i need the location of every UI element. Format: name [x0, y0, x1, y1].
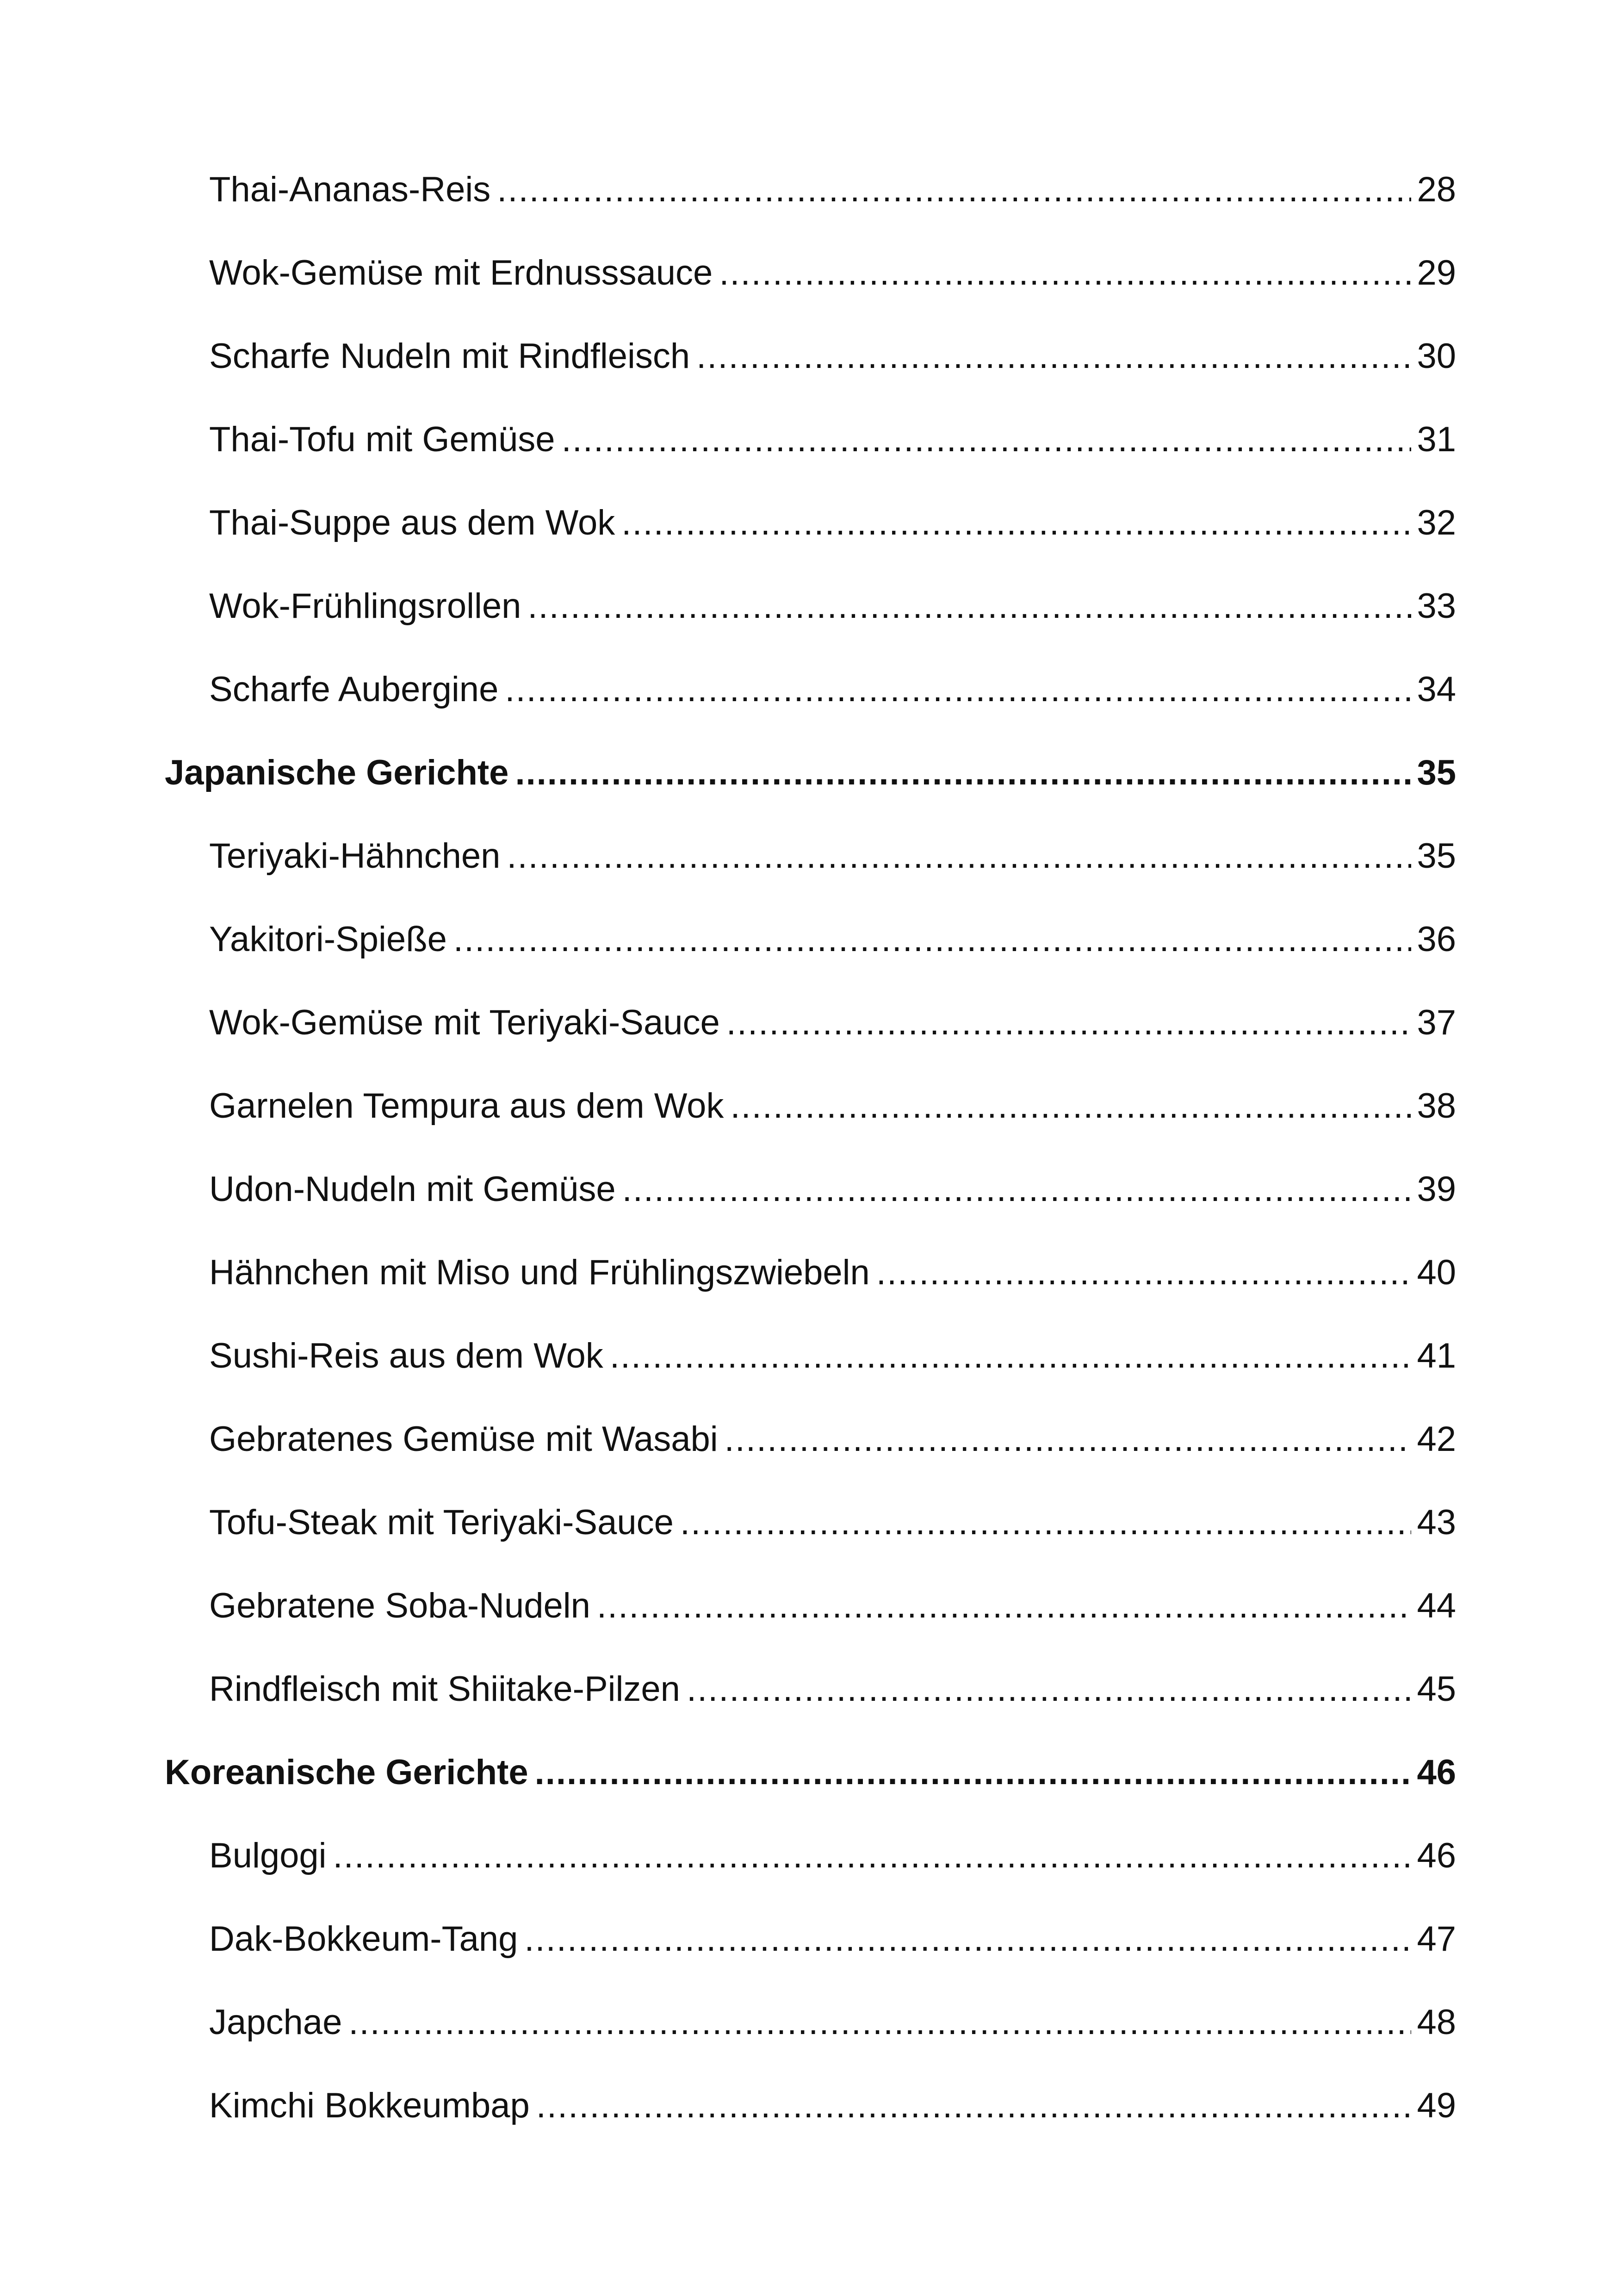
- toc-section-title: Koreanische Gerichte: [165, 1753, 528, 1792]
- toc-dot-leader: [719, 245, 1411, 301]
- toc-dot-leader: [535, 1745, 1412, 1800]
- toc-dot-leader: [536, 2078, 1412, 2134]
- toc-entry-title: Sushi-Reis aus dem Wok: [209, 1336, 603, 1375]
- toc-entry-gemuese-wasabi[interactable]: [209, 1412, 1456, 1467]
- toc-entry-page: 44: [1417, 1586, 1456, 1625]
- toc-dot-leader: [453, 912, 1412, 967]
- toc-entry-page: 43: [1417, 1503, 1456, 1542]
- toc-dot-leader: [610, 1328, 1412, 1384]
- toc-entry-title: Tofu-Steak mit Teriyaki-Sauce: [209, 1503, 674, 1542]
- toc-entry-page: 34: [1417, 670, 1456, 709]
- toc-entry-page: 40: [1417, 1253, 1456, 1292]
- toc-entry-scharfe-aubergine[interactable]: [209, 662, 1456, 717]
- toc-entry-title: Thai-Suppe aus dem Wok: [209, 503, 615, 542]
- toc-dot-leader: [621, 495, 1411, 551]
- toc-dot-leader: [348, 1995, 1411, 2050]
- toc-entry-title: Hähnchen mit Miso und Frühlingszwiebeln: [209, 1253, 870, 1292]
- toc-dot-leader: [505, 662, 1411, 717]
- toc-entry-title: Yakitori-Spieße: [209, 920, 447, 959]
- toc-section-japanische-gerichte[interactable]: [165, 745, 1456, 801]
- toc-entry-page: 31: [1417, 420, 1456, 459]
- toc-entry-title: Teriyaki-Hähnchen: [209, 836, 501, 876]
- toc-entry-page: 30: [1417, 336, 1456, 376]
- toc-section-page: 35: [1417, 753, 1456, 792]
- toc-entry-udon-nudeln[interactable]: [209, 1162, 1456, 1217]
- toc-entry-page: 37: [1417, 1003, 1456, 1042]
- toc-entry-title: Dak-Bokkeum-Tang: [209, 1919, 518, 1959]
- toc-entry-page: 35: [1417, 836, 1456, 876]
- toc-entry-thai-ananas-reis[interactable]: [209, 162, 1456, 218]
- toc-entry-title: Japchae: [209, 2003, 342, 2042]
- toc-entry-title: Kimchi Bokkeumbap: [209, 2086, 530, 2125]
- toc-entry-title: Thai-Tofu mit Gemüse: [209, 420, 555, 459]
- toc-dot-leader: [524, 1911, 1411, 1967]
- toc-entry-page: 46: [1417, 1836, 1456, 1875]
- toc-dot-leader: [527, 579, 1411, 634]
- toc-entry-title: Udon-Nudeln mit Gemüse: [209, 1170, 616, 1209]
- toc-entry-title: Wok-Gemüse mit Erdnusssauce: [209, 253, 713, 292]
- toc-dot-leader: [562, 412, 1412, 467]
- toc-entry-title: Wok-Frühlingsrollen: [209, 586, 521, 626]
- toc-entry-page: 38: [1417, 1086, 1456, 1126]
- toc-entry-thai-tofu[interactable]: [209, 412, 1456, 467]
- toc-entry-title: Scharfe Aubergine: [209, 670, 499, 709]
- toc-section-title: Japanische Gerichte: [165, 753, 509, 792]
- toc-entry-title: Thai-Ananas-Reis: [209, 170, 491, 209]
- toc-dot-leader: [497, 162, 1411, 218]
- toc-dot-leader: [876, 1245, 1412, 1300]
- toc-entry-scharfe-nudeln[interactable]: [209, 329, 1456, 384]
- toc-dot-leader: [515, 745, 1411, 801]
- toc-entry-rindfleisch-shiitake[interactable]: [209, 1661, 1456, 1717]
- toc-entry-page: 28: [1417, 170, 1456, 209]
- toc-section-koreanische-gerichte[interactable]: [165, 1745, 1456, 1800]
- toc-entry-page: 36: [1417, 920, 1456, 959]
- toc-entry-page: 39: [1417, 1170, 1456, 1209]
- toc-entry-soba-nudeln[interactable]: [209, 1578, 1456, 1634]
- toc-entry-wok-fruehlingsrollen[interactable]: [209, 579, 1456, 634]
- toc-entry-title: Scharfe Nudeln mit Rindfleisch: [209, 336, 690, 376]
- toc-entry-yakitori-spiesse[interactable]: [209, 912, 1456, 967]
- toc-entry-title: Gebratene Soba-Nudeln: [209, 1586, 590, 1625]
- toc-dot-leader: [725, 1412, 1412, 1467]
- toc-entry-page: 33: [1417, 586, 1456, 626]
- toc-dot-leader: [597, 1578, 1412, 1634]
- toc-dot-leader: [680, 1495, 1412, 1550]
- toc-dot-leader: [507, 828, 1411, 884]
- toc-dot-leader: [333, 1828, 1412, 1884]
- toc-entry-title: Bulgogi: [209, 1836, 327, 1875]
- toc-dot-leader: [696, 329, 1411, 384]
- toc-entry-tofu-steak[interactable]: [209, 1495, 1456, 1550]
- toc-entry-thai-suppe[interactable]: [209, 495, 1456, 551]
- toc-entry-page: 32: [1417, 503, 1456, 542]
- toc-entry-teriyaki-haehnchen[interactable]: [209, 828, 1456, 884]
- toc-dot-leader: [687, 1661, 1412, 1717]
- toc-entry-sushi-reis[interactable]: [209, 1328, 1456, 1384]
- toc-dot-leader: [622, 1162, 1412, 1217]
- toc-entry-page: 47: [1417, 1919, 1456, 1959]
- toc-entry-page: 29: [1417, 253, 1456, 292]
- toc-entry-wok-gemuese-erdnusssauce[interactable]: [209, 245, 1456, 301]
- toc-entry-kimchi-bokkeumbap[interactable]: [209, 2078, 1456, 2134]
- toc-entry-page: 48: [1417, 2003, 1456, 2042]
- toc-dot-leader: [730, 1078, 1411, 1134]
- toc-entry-page: 49: [1417, 2086, 1456, 2125]
- toc-entry-page: 45: [1417, 1669, 1456, 1709]
- toc-entry-title: Gebratenes Gemüse mit Wasabi: [209, 1419, 718, 1459]
- toc-entry-page: 42: [1417, 1419, 1456, 1459]
- toc-entry-title: Rindfleisch mit Shiitake-Pilzen: [209, 1669, 680, 1709]
- toc-entry-wok-gemuese-teriyaki[interactable]: [209, 995, 1456, 1051]
- toc-section-page: 46: [1417, 1753, 1456, 1792]
- toc-entry-bulgogi[interactable]: [209, 1828, 1456, 1884]
- toc-entry-dak-bokkeum-tang[interactable]: [209, 1911, 1456, 1967]
- toc-entry-haehnchen-miso[interactable]: [209, 1245, 1456, 1300]
- toc-entry-garnelen-tempura[interactable]: [209, 1078, 1456, 1134]
- toc-entry-japchae[interactable]: [209, 1995, 1456, 2050]
- toc-entry-title: Garnelen Tempura aus dem Wok: [209, 1086, 724, 1126]
- toc-dot-leader: [726, 995, 1412, 1051]
- toc-entry-page: 41: [1417, 1336, 1456, 1375]
- toc-entry-title: Wok-Gemüse mit Teriyaki-Sauce: [209, 1003, 720, 1042]
